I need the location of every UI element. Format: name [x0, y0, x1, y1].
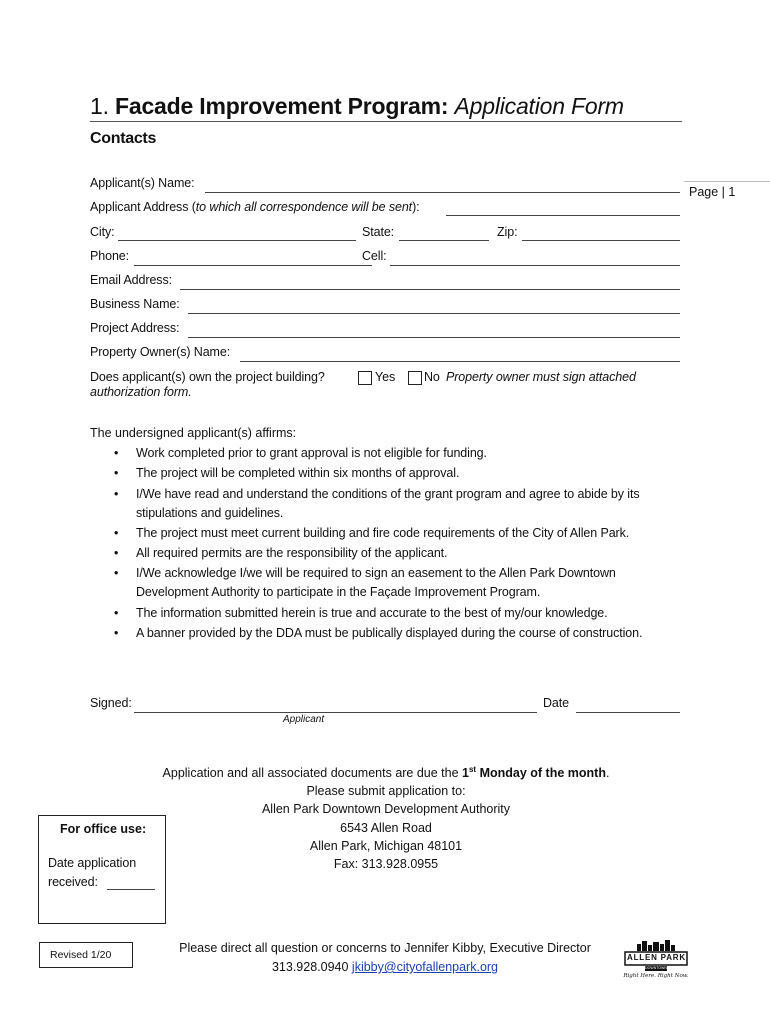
bullet-icon: •	[114, 566, 119, 581]
list-item	[90, 604, 686, 623]
state-field[interactable]	[399, 240, 489, 241]
address-label-note: to which all correspondence will be sent	[195, 200, 413, 214]
applicant-caption: Applicant	[283, 714, 325, 725]
cell-label: Cell:	[362, 249, 387, 263]
section-title-contacts: Contacts	[90, 130, 157, 147]
bullet-icon: •	[114, 626, 119, 641]
affirmation-text: The project will be completed within six months of approval.	[136, 466, 460, 481]
city-label: City:	[90, 225, 115, 239]
bullet-icon: •	[114, 525, 119, 540]
date-received-label-2: received:	[48, 875, 98, 889]
title-form: Application Form	[454, 93, 624, 119]
email-label: Email Address:	[90, 273, 172, 287]
affirmation-text: A banner provided by the DDA must be publically displayed during the course of construction.	[136, 626, 643, 641]
contact-details	[140, 960, 630, 974]
bullet-icon: •	[114, 546, 119, 561]
signed-label: Signed:	[90, 696, 132, 710]
no-checkbox[interactable]	[408, 371, 422, 385]
due-suffix: st	[468, 765, 477, 774]
applicant-name-label: Applicant(s) Name:	[90, 176, 195, 190]
affirmation-text: The project must meet current building and fire code requirements of the City of Allen Park.	[136, 525, 630, 540]
phone-label: Phone:	[90, 249, 130, 263]
affirmation-text: The information submitted herein is true and accurate to the best of my/our knowledge.	[136, 605, 608, 620]
yes-label: Yes	[375, 370, 396, 384]
office-use-box	[38, 815, 166, 924]
affirmation-text: I/We acknowledge I/we will be required to sign an easement to the Allen Park Downtown Development Authority to participate in the Façade Improvement Program.	[136, 566, 616, 600]
applicant-address-label	[90, 200, 420, 214]
list-item	[90, 444, 686, 463]
state-label: State:	[362, 225, 395, 239]
affirmation-text: I/We have read and understand the conditions of the grant program and agree to abide by its stipulations and guidelines.	[136, 486, 640, 520]
submit-city: Allen Park, Michigan 48101	[309, 839, 463, 853]
contact-line: Please direct all question or concerns to Jennifer Kibby, Executive Director	[179, 941, 591, 955]
date-field[interactable]	[576, 712, 680, 713]
submit-fax: Fax: 313.928.0955	[333, 857, 439, 871]
applicant-address-field[interactable]	[446, 215, 680, 216]
bullet-icon: •	[114, 466, 119, 481]
contact-phone: 313.928.0940	[271, 960, 349, 974]
list-item	[90, 485, 686, 523]
applicant-name-field[interactable]	[205, 192, 680, 193]
logo-sub: DOWNTOWN	[645, 966, 667, 970]
phone-field[interactable]	[134, 265, 372, 266]
title-rule	[90, 121, 682, 122]
address-label-suffix: ):	[412, 200, 420, 214]
no-label: No	[424, 370, 440, 384]
due-end: .	[605, 766, 610, 781]
bullet-icon: •	[114, 605, 119, 620]
logo-tagline: Right Here. Right Now.	[623, 973, 689, 979]
address-label-prefix: Applicant Address (	[90, 200, 196, 214]
zip-field[interactable]	[522, 240, 680, 241]
submit-instruction: Please submit application to:	[306, 784, 466, 798]
list-item	[90, 544, 686, 563]
affirmation-text: All required permits are the responsibility of the applicant.	[136, 546, 448, 561]
signature-field[interactable]	[134, 712, 537, 713]
affirmation-text: Work completed prior to grant approval is not eligible for funding.	[136, 446, 487, 460]
city-field[interactable]	[118, 240, 356, 241]
date-received-label-1: Date application	[48, 856, 137, 870]
page-number-rule	[684, 181, 770, 182]
title-number: 1.	[90, 93, 109, 119]
affirmations-intro: The undersigned applicant(s) affirms:	[90, 426, 297, 440]
business-name-field[interactable]	[188, 313, 680, 314]
due-number: 1	[462, 766, 469, 781]
list-item	[90, 464, 686, 483]
contact-email-link[interactable]: jkibby@cityofallenpark.org	[351, 960, 499, 974]
property-owner-label: Property Owner(s) Name:	[90, 345, 231, 359]
allen-park-logo	[623, 940, 689, 984]
revised-box: Revised 1/20	[39, 942, 133, 968]
bullet-icon: •	[114, 486, 119, 501]
title-program: Facade Improvement Program:	[115, 93, 449, 119]
cell-field[interactable]	[390, 265, 680, 266]
ownership-question: Does applicant(s) own the project building?	[90, 370, 325, 384]
affirmations-list	[90, 444, 686, 644]
owner-note-line2: authorization form.	[90, 385, 192, 399]
logo-name: ALLEN PARK	[627, 953, 686, 962]
date-label: Date	[543, 696, 570, 710]
date-received-field[interactable]	[107, 889, 155, 890]
yes-checkbox[interactable]	[358, 371, 372, 385]
submit-org: Allen Park Downtown Development Authority	[261, 802, 511, 816]
page-title	[90, 93, 624, 120]
due-date-notice	[90, 765, 682, 780]
property-owner-field[interactable]	[240, 361, 680, 362]
project-address-field[interactable]	[188, 337, 680, 338]
email-field[interactable]	[180, 289, 680, 290]
list-item	[90, 564, 686, 602]
list-item	[90, 624, 686, 643]
office-use-title: For office use:	[60, 822, 147, 836]
zip-label: Zip:	[497, 225, 518, 239]
project-address-label: Project Address:	[90, 321, 180, 335]
submit-street: 6543 Allen Road	[340, 821, 432, 835]
business-name-label: Business Name:	[90, 297, 180, 311]
owner-note-line1: Property owner must sign attached	[446, 370, 636, 384]
bullet-icon: •	[114, 446, 119, 460]
list-item	[90, 524, 686, 543]
page-number: Page | 1	[689, 185, 736, 199]
due-day: Monday of the month	[476, 766, 606, 781]
due-prefix: Application and all associated documents are due the	[162, 766, 463, 781]
